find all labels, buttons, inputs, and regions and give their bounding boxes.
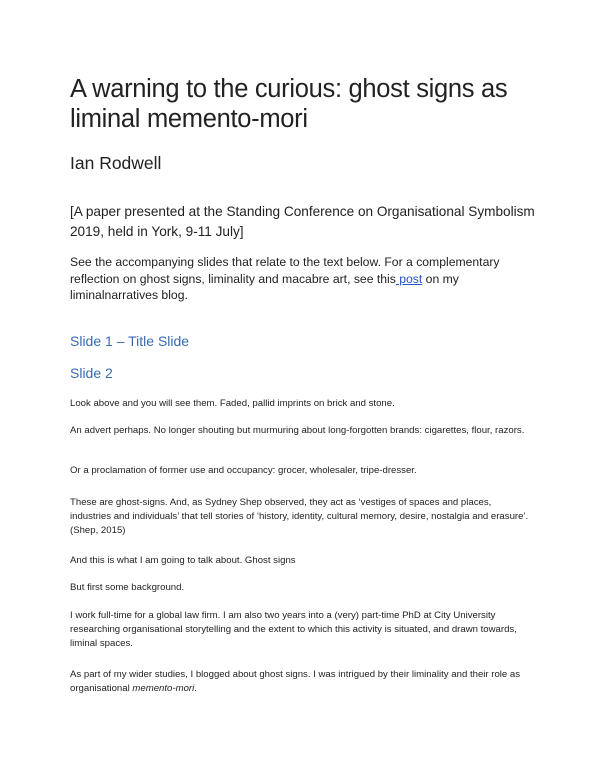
slide-2-heading: Slide 2 <box>70 365 113 381</box>
conference-note: [A paper presented at the Standing Conference on Organisational Symbolism 2019, held in York, 9-11 July] <box>70 204 535 239</box>
body-paragraph-4: These are ghost-signs. And, as Sydney Shep observed, they act as ‘vestiges of spaces and places, industries and individuals’ that tell stories of ‘history, identity, cultural memory, desire, nostalgia and erasure’. (Shep, 2015) <box>70 497 529 536</box>
body-paragraph-6: But first some background. <box>70 582 185 593</box>
slide-1-heading: Slide 1 – Title Slide <box>70 333 190 349</box>
body-paragraph-1: Look above and you will see them. Faded, pallid imprints on brick and stone. <box>70 398 395 409</box>
body-paragraph-8 <box>70 668 530 696</box>
intro-text: See the accompanying slides that relate to the text below. For a complementary reflection on ghost signs, liminality and macabre art, see this <box>70 255 500 286</box>
paragraph-8-text: As part of my wider studies, I blogged about ghost signs. I was intrigued by their liminality and their role as organisational <box>70 669 521 694</box>
intro-text-end: on my liminalnarratives blog. <box>70 271 459 302</box>
body-paragraph-7: I work full-time for a global law firm. I am also two years into a (very) part-time PhD at City University researching organisational storytelling and the extent to which this activity is situated, and drawn towards, liminal spaces. <box>70 610 517 649</box>
author-name: Ian Rodwell <box>70 153 162 173</box>
paragraph-8-end: . <box>194 683 197 694</box>
document-title: A warning to the curious: ghost signs as liminal memento-mori <box>70 75 508 133</box>
intro-paragraph <box>70 254 540 304</box>
memento-mori-emphasis: memento-mori <box>132 683 195 694</box>
body-paragraph-3: Or a proclamation of former use and occupancy: grocer, wholesaler, tripe-dresser. <box>70 465 417 476</box>
post-link[interactable]: post <box>395 271 423 286</box>
body-paragraph-5: And this is what I am going to talk about. Ghost signs <box>70 555 296 566</box>
body-paragraph-2: An advert perhaps. No longer shouting but murmuring about long-forgotten brands: cigarettes, flour, razors. <box>70 425 525 436</box>
